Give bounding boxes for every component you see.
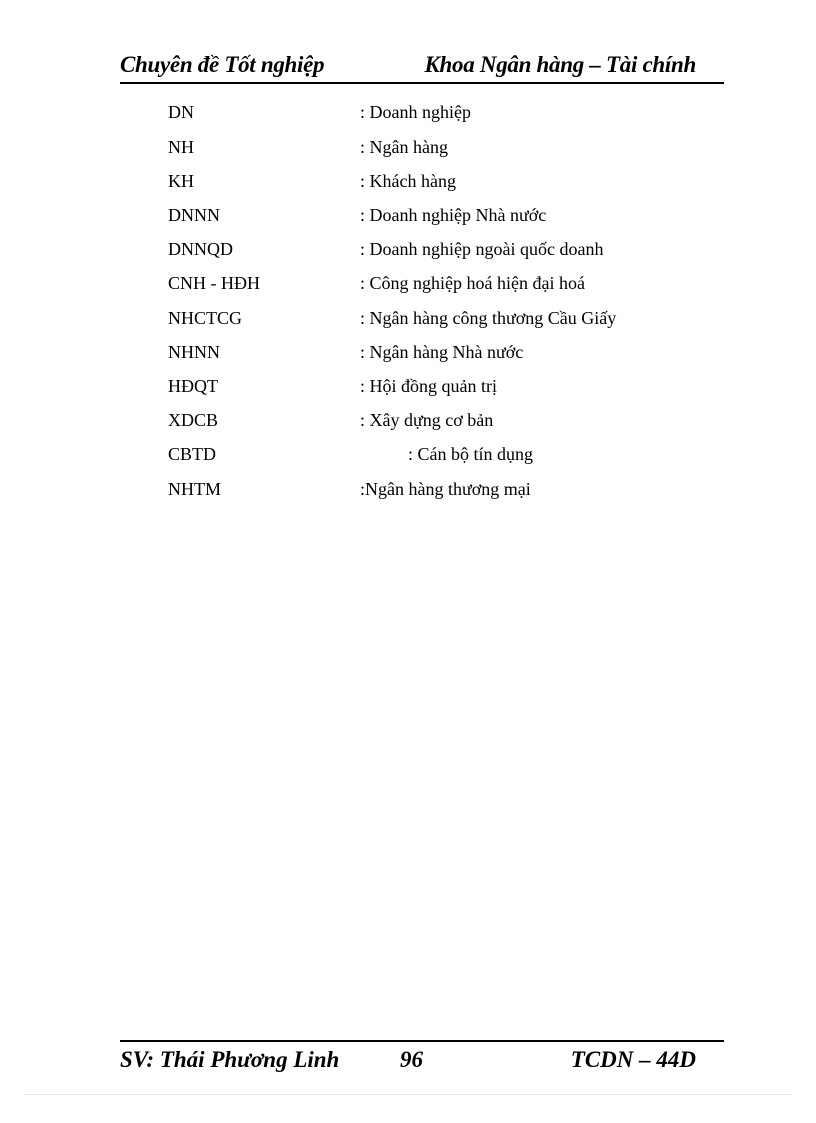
footer-student-name: SV: Thái Phương Linh [120,1047,340,1072]
abbreviation-code: NHCTCG [168,308,243,328]
abbreviation-code: HĐQT [168,376,218,396]
abbreviation-row [0,376,816,406]
abbreviation-meaning: : Doanh nghiệp Nhà nước [360,205,547,225]
abbreviation-row [0,102,816,132]
abbreviation-code: NHNN [168,342,220,362]
abbreviation-row [0,239,816,269]
abbreviation-row [0,171,816,201]
abbreviation-row [0,342,816,372]
abbreviation-meaning: : Xây dựng cơ bản [360,410,494,430]
abbreviation-code: DN [168,102,194,122]
footer-class-code: TCDN – 44D [570,1047,696,1072]
abbreviation-meaning: : Doanh nghiệp ngoài quốc doanh [360,239,604,259]
abbreviation-row [0,479,816,509]
abbreviation-meaning: : Ngân hàng [360,137,448,157]
page-footer [120,1040,724,1082]
abbreviation-meaning: : Ngân hàng Nhà nước [360,342,524,362]
header-faculty: Khoa Ngân hàng – Tài chính [424,52,696,77]
abbreviation-meaning: : Cán bộ tín dụng [408,444,533,464]
abbreviation-meaning: : Ngân hàng công thương Cầu Giấy [360,308,617,328]
abbreviation-code: CBTD [168,444,217,464]
abbreviation-meaning: : Công nghiệp hoá hiện đại hoá [360,273,585,293]
abbreviation-meaning: : Khách hàng [360,171,456,191]
abbreviation-meaning: : Hội đồng quản trị [360,376,497,396]
abbreviation-code: DNNN [168,205,220,225]
abbreviation-list [0,0,816,520]
abbreviation-row [0,137,816,167]
abbreviation-code: XDCB [168,410,219,430]
abbreviation-code: KH [168,171,194,191]
abbreviation-code: CNH - HĐH [168,273,260,293]
abbreviation-code: DNNQD [168,239,233,259]
abbreviation-code: NH [168,137,194,157]
bottom-dotted-divider [24,1094,792,1095]
abbreviation-row [0,308,816,338]
header-document-type: Chuyên đề Tốt nghiệp [120,52,325,77]
abbreviation-code: NHTM [168,479,221,499]
abbreviation-row [0,273,816,303]
abbreviation-meaning: :Ngân hàng thương mại [360,479,531,499]
abbreviation-row [0,444,816,474]
page-number: 96 [400,1047,423,1072]
abbreviation-row [0,410,816,440]
abbreviation-row [0,205,816,235]
abbreviation-meaning: : Doanh nghiệp [360,102,471,122]
